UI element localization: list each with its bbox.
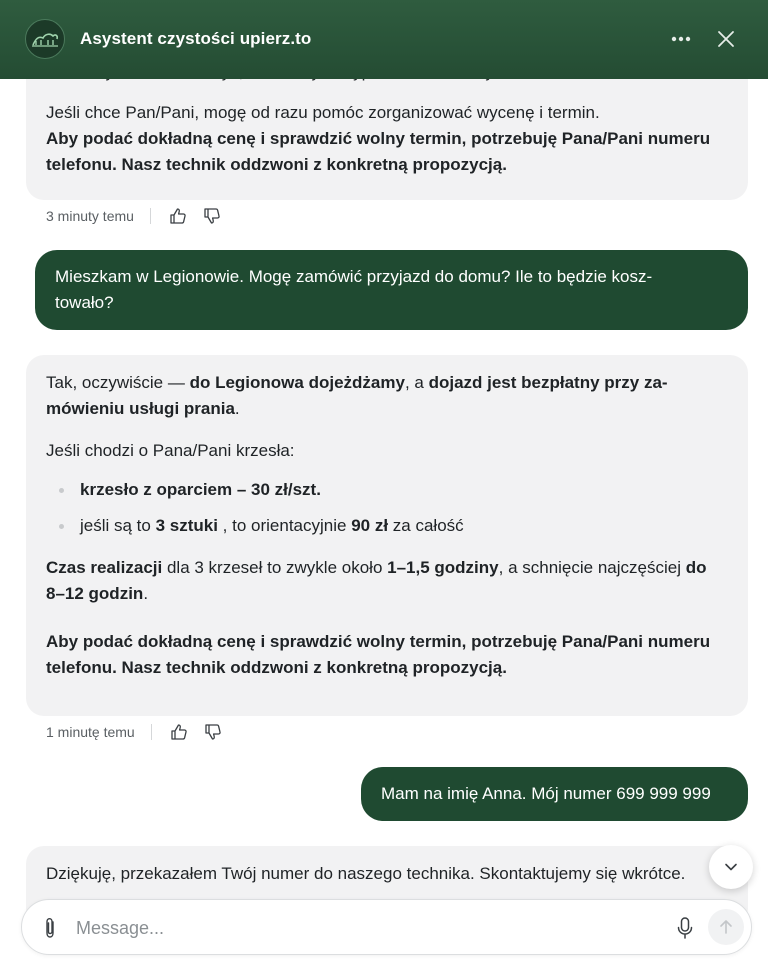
- bot-message: [26, 355, 748, 716]
- attach-button[interactable]: [38, 914, 62, 942]
- message-paragraph: Czas realizacji dla 3 krzeseł to zwykle około 1–1,5 godziny, a schnięcie najczęściej do 8–12 godzin.: [46, 558, 707, 603]
- logo: [25, 19, 65, 59]
- message-meta: [46, 721, 236, 743]
- message-timestamp: 3 minuty temu: [46, 208, 134, 224]
- close-icon: [717, 30, 735, 48]
- send-arrow-icon: [719, 919, 733, 935]
- user-message-text: Mieszkam w Legionowie. Mogę zamówić przyjazd do domu? Ile to będzie kosz-towało?: [55, 267, 653, 312]
- list-item: krzesło z oparciem – 30 zł/szt.: [46, 477, 728, 503]
- like-button[interactable]: [167, 205, 189, 227]
- close-button[interactable]: [711, 24, 741, 54]
- logo-icon: [30, 28, 60, 50]
- like-button[interactable]: [168, 721, 190, 743]
- message-meta: [46, 205, 235, 227]
- message-paragraph: Jeśli chce Pan/Pani, mogę od razu pomóc zorganizować wycenę i termin.: [46, 103, 600, 122]
- message-paragraph: Jeśli chodzi o Pana/Pani krzesła:: [46, 441, 295, 460]
- user-message: [35, 250, 748, 330]
- dislike-button[interactable]: [201, 205, 223, 227]
- price-list: [46, 477, 728, 539]
- scroll-down-button[interactable]: [709, 845, 753, 889]
- thumbs-down-icon: [203, 207, 221, 225]
- thumbs-down-icon: [204, 723, 222, 741]
- message-paragraph-bold: Aby podać dokładną cenę i sprawdzić wolny termin, potrzebuję Pana/Pani numeru telefonu. Nasz technik oddzwoni z konkretną propozycją.: [46, 632, 711, 677]
- list-item: jeśli są to 3 sztuki , to orientacyjnie 90 zł za całość: [46, 513, 728, 539]
- more-button[interactable]: [666, 24, 696, 54]
- send-button[interactable]: [708, 909, 744, 945]
- message-input[interactable]: [76, 914, 656, 942]
- user-message: [361, 767, 748, 821]
- user-message-text: Mam na imię Anna. Mój numer 699 999 999: [381, 784, 711, 803]
- message-paragraph-bold: Aby podać dokładną cenę i sprawdzić wolny termin, potrzebuję Pana/Pani numeru telefonu. Nasz technik oddzwoni z konkretną propozycją.: [46, 129, 711, 174]
- message-timestamp: 1 minutę temu: [46, 724, 135, 740]
- chat-header: [0, 0, 768, 79]
- chat-title: Asystent czystości upierz.to: [80, 29, 312, 48]
- thumbs-up-icon: [169, 207, 187, 225]
- chevron-down-icon: [724, 862, 738, 872]
- more-icon: [671, 36, 691, 42]
- message-composer: [21, 899, 752, 955]
- message-paragraph: Dziękuję, przekazałem Twój numer do naszego technika. Skontaktujemy się wkrótce.: [46, 864, 686, 883]
- microphone-icon: [676, 916, 694, 940]
- paperclip-icon: [43, 916, 57, 940]
- message-paragraph: Tak, oczywiście — do Legionowa dojeżdżamy, a dojazd jest bezpłatny przy za-mówieniu usługi prania.: [46, 373, 668, 418]
- dislike-button[interactable]: [202, 721, 224, 743]
- microphone-button[interactable]: [672, 914, 698, 942]
- thumbs-up-icon: [170, 723, 188, 741]
- message-list[interactable]: [0, 79, 768, 898]
